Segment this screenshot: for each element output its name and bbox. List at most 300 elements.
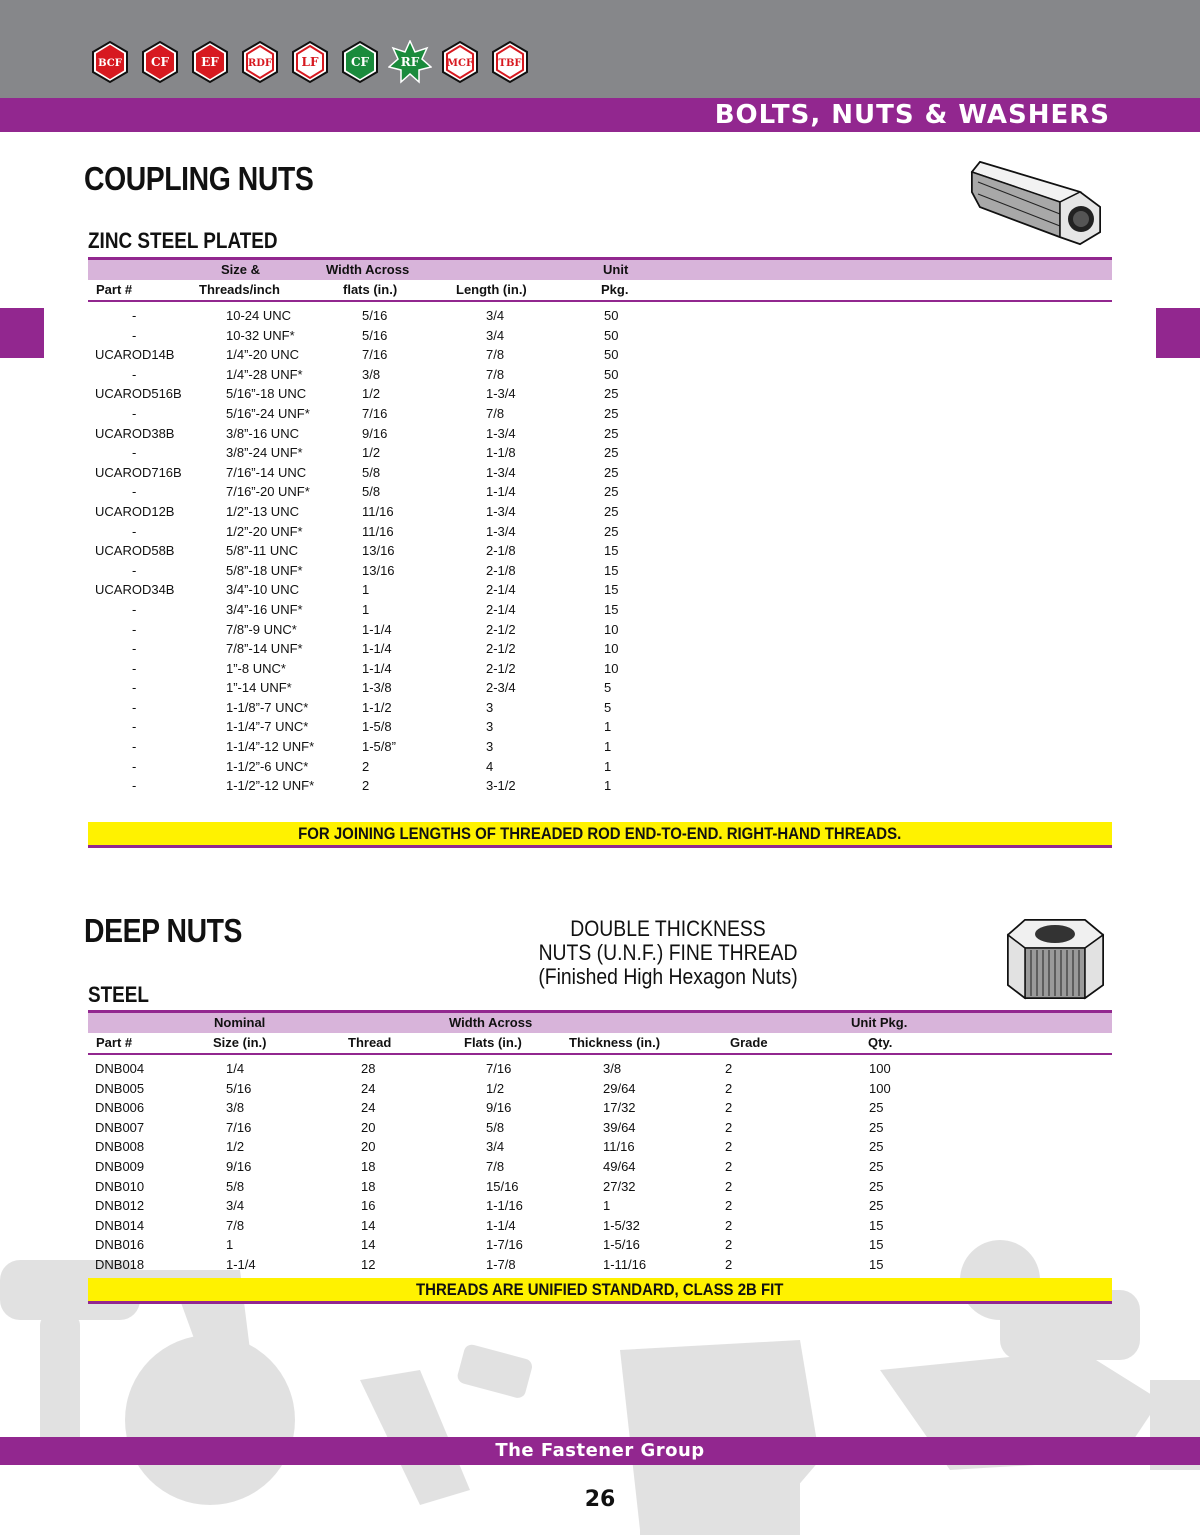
table-cell: 7/16 bbox=[362, 347, 388, 363]
table-cell: - bbox=[132, 523, 137, 539]
table-row bbox=[88, 698, 1112, 718]
table-cell: 10 bbox=[604, 641, 619, 657]
col-size-header-2: Threads/inch bbox=[199, 282, 280, 297]
table-cell: 1-3/4 bbox=[486, 464, 516, 480]
table-cell: 7/8 bbox=[486, 405, 505, 421]
table-cell: 2 bbox=[725, 1100, 733, 1116]
table-cell: DNB005 bbox=[95, 1080, 145, 1096]
table-cell: - bbox=[132, 308, 137, 323]
table-cell: 1 bbox=[604, 778, 612, 794]
table-cell: 1-5/32 bbox=[603, 1217, 640, 1233]
table-cell: 25 bbox=[604, 484, 619, 500]
table-cell: 20 bbox=[361, 1119, 376, 1135]
table-cell: - bbox=[132, 778, 137, 794]
table-cell: 9/16 bbox=[362, 425, 388, 441]
table-row bbox=[88, 1255, 1112, 1275]
table-cell: 2-1/2 bbox=[486, 660, 516, 676]
table-cell: 100 bbox=[869, 1061, 891, 1076]
table-cell: 7/8 bbox=[486, 347, 505, 363]
col-unit-header-1: Unit bbox=[603, 262, 629, 277]
table-cell: - bbox=[132, 699, 137, 715]
svg-text:CF: CF bbox=[150, 55, 170, 69]
table-cell: 1-5/8 bbox=[362, 719, 392, 735]
svg-text:TBF: TBF bbox=[498, 58, 522, 69]
table-cell: 1/2 bbox=[362, 445, 381, 461]
table-cell: UCAROD38B bbox=[95, 425, 175, 441]
table-cell: DNB007 bbox=[95, 1119, 145, 1135]
table-cell: 3/8”-16 UNC bbox=[226, 425, 299, 441]
coupling-nut-icon bbox=[970, 152, 1112, 247]
table-cell: 3/4”-10 UNC bbox=[226, 582, 299, 598]
table-cell: - bbox=[132, 484, 137, 500]
table-cell: 10 bbox=[604, 660, 619, 676]
col-width-header-1: Width Across bbox=[326, 262, 410, 277]
table-cell: 5/16 bbox=[362, 308, 388, 323]
table-row bbox=[88, 1137, 1112, 1157]
table-cell: 1 bbox=[362, 601, 370, 617]
table-cell: - bbox=[132, 562, 137, 578]
table-cell: 39/64 bbox=[603, 1119, 636, 1135]
table-cell: 1/2 bbox=[362, 386, 381, 402]
table-cell: 25 bbox=[604, 503, 619, 519]
table-cell: 2 bbox=[725, 1217, 733, 1233]
coupling-nuts-title: COUPLING NUTS bbox=[84, 160, 314, 197]
coupling-table-header bbox=[88, 257, 1112, 302]
table-cell: 9/16 bbox=[486, 1100, 512, 1116]
table-cell: 7/16 bbox=[486, 1061, 512, 1076]
table-row bbox=[88, 737, 1112, 757]
table-cell: 50 bbox=[604, 347, 619, 363]
table-cell: 25 bbox=[604, 405, 619, 421]
right-page-tab bbox=[1156, 308, 1200, 358]
hex-nut-icon bbox=[1005, 910, 1105, 1000]
table-cell: 1-7/8 bbox=[486, 1256, 516, 1272]
table-cell: 10-32 UNF* bbox=[226, 327, 295, 343]
table-cell: 2 bbox=[725, 1119, 733, 1135]
table-cell: - bbox=[132, 641, 137, 657]
table-cell: 1-1/4”-12 UNF* bbox=[226, 739, 315, 755]
table-cell: 1-1/4 bbox=[362, 641, 392, 657]
table-cell: 1/2 bbox=[486, 1080, 505, 1096]
description-line: NUTS (U.N.F.) FINE THREAD bbox=[538, 940, 798, 965]
table-cell: 3-1/2 bbox=[486, 778, 516, 794]
table-cell: 2 bbox=[362, 758, 370, 774]
table-cell: 11/16 bbox=[603, 1139, 635, 1155]
table-cell: 2 bbox=[725, 1061, 733, 1076]
table-row bbox=[88, 776, 1112, 796]
table-cell: 3/8”-24 UNF* bbox=[226, 445, 303, 461]
table-row bbox=[88, 600, 1112, 620]
table-cell: 1 bbox=[604, 758, 612, 774]
table-cell: 14 bbox=[361, 1217, 376, 1233]
table-cell: 25 bbox=[604, 386, 619, 402]
table-cell: 5/8 bbox=[362, 484, 381, 500]
table-row bbox=[88, 1177, 1112, 1197]
table-cell: DNB012 bbox=[95, 1198, 145, 1214]
table-cell: 13/16 bbox=[362, 562, 395, 578]
tbf-logo-icon bbox=[488, 40, 532, 84]
table-cell: 5/8”-11 UNC bbox=[226, 543, 299, 559]
mcf-logo-icon bbox=[438, 40, 482, 84]
table-cell: 50 bbox=[604, 366, 619, 382]
table-cell: 5/16”-24 UNF* bbox=[226, 405, 310, 421]
table-cell: - bbox=[132, 719, 137, 735]
col-grade-header: Grade bbox=[730, 1035, 768, 1050]
table-row bbox=[88, 1235, 1112, 1255]
table-cell: DNB014 bbox=[95, 1217, 145, 1233]
table-cell: - bbox=[132, 327, 137, 343]
section-title: BOLTS, NUTS & WASHERS bbox=[714, 100, 1110, 130]
table-row bbox=[88, 345, 1112, 365]
table-cell: 1 bbox=[362, 582, 370, 598]
table-cell: UCAROD58B bbox=[95, 543, 175, 559]
table-cell: 1-1/4 bbox=[362, 621, 392, 637]
table-cell: 3/4 bbox=[486, 308, 505, 323]
table-cell: 1-1/4 bbox=[226, 1256, 256, 1272]
table-cell: 1/2”-20 UNF* bbox=[226, 523, 303, 539]
table-cell: 25 bbox=[604, 464, 619, 480]
table-cell: 16 bbox=[361, 1198, 376, 1214]
table-cell: 1 bbox=[226, 1237, 234, 1253]
coupling-footnote bbox=[88, 822, 1112, 848]
svg-text:BCF: BCF bbox=[98, 58, 122, 69]
table-cell: DNB008 bbox=[95, 1139, 145, 1155]
table-cell: 25 bbox=[869, 1198, 884, 1214]
table-cell: 7/8 bbox=[226, 1217, 245, 1233]
table-cell: 1-1/8”-7 UNC* bbox=[226, 699, 309, 715]
description-line: (Finished High Hexagon Nuts) bbox=[538, 964, 798, 989]
table-cell: UCAROD716B bbox=[95, 464, 182, 480]
col-size-header-1: Size & bbox=[221, 262, 261, 277]
table-cell: 25 bbox=[869, 1139, 884, 1155]
table-cell: 1-1/4”-7 UNC* bbox=[226, 719, 309, 735]
table-row bbox=[88, 1196, 1112, 1216]
table-cell: 1-5/8” bbox=[362, 739, 396, 755]
table-cell: - bbox=[132, 405, 137, 421]
table-cell: 7/8 bbox=[486, 1158, 505, 1174]
table-cell: 7/8 bbox=[486, 366, 505, 382]
bcf-logo-icon bbox=[88, 40, 132, 84]
col-size-header-1: Nominal bbox=[214, 1015, 266, 1030]
table-cell: 1/4”-28 UNF* bbox=[226, 366, 303, 382]
table-cell: 15 bbox=[869, 1217, 884, 1233]
deep-nuts-description bbox=[492, 917, 844, 989]
table-cell: DNB006 bbox=[95, 1100, 145, 1116]
table-cell: 2 bbox=[725, 1139, 733, 1155]
table-cell: 7/8”-14 UNF* bbox=[226, 641, 303, 657]
table-cell: - bbox=[132, 621, 137, 637]
deep-nuts-subtitle: STEEL bbox=[88, 982, 149, 1007]
col-unit-header-2: Qty. bbox=[868, 1035, 893, 1050]
table-cell: 18 bbox=[361, 1158, 376, 1174]
deep-table-header bbox=[88, 1010, 1112, 1055]
table-row bbox=[88, 1157, 1112, 1177]
table-cell: 1 bbox=[604, 719, 612, 735]
table-cell: UCAROD14B bbox=[95, 347, 175, 363]
table-cell: 15 bbox=[604, 543, 619, 559]
table-cell: 49/64 bbox=[603, 1158, 636, 1174]
svg-text:EF: EF bbox=[201, 55, 219, 69]
table-cell: 7/8”-9 UNC* bbox=[226, 621, 297, 637]
table-cell: 1-1/4 bbox=[486, 1217, 516, 1233]
deep-table-body bbox=[88, 1059, 1112, 1275]
col-size-header-2: Size (in.) bbox=[213, 1035, 267, 1050]
table-row bbox=[88, 1098, 1112, 1118]
table-cell: 2 bbox=[362, 778, 370, 794]
table-cell: 25 bbox=[604, 523, 619, 539]
table-row bbox=[88, 620, 1112, 640]
table-cell: 7/16 bbox=[362, 405, 388, 421]
col-thickness-header: Thickness (in.) bbox=[569, 1035, 661, 1050]
svg-text:MCF: MCF bbox=[446, 58, 474, 69]
table-cell: 7/16”-14 UNC bbox=[226, 464, 307, 480]
table-cell: 1-1/2 bbox=[362, 699, 392, 715]
table-cell: 2 bbox=[725, 1256, 733, 1272]
table-cell: DNB010 bbox=[95, 1178, 145, 1194]
ef-logo-icon bbox=[188, 40, 232, 84]
table-cell: - bbox=[132, 660, 137, 676]
table-row bbox=[88, 502, 1112, 522]
deep-footnote bbox=[88, 1278, 1112, 1304]
table-cell: 29/64 bbox=[603, 1080, 636, 1096]
table-cell: UCAROD12B bbox=[95, 503, 175, 519]
table-row bbox=[88, 1118, 1112, 1138]
table-cell: 1-7/16 bbox=[486, 1237, 523, 1253]
table-cell: 10 bbox=[604, 621, 619, 637]
footer-band bbox=[0, 1437, 1200, 1465]
table-row bbox=[88, 639, 1112, 659]
table-cell: 27/32 bbox=[603, 1178, 636, 1194]
table-cell: 2 bbox=[725, 1198, 733, 1214]
table-row bbox=[88, 1079, 1112, 1099]
table-cell: - bbox=[132, 680, 137, 696]
table-row bbox=[88, 424, 1112, 444]
table-row bbox=[88, 757, 1112, 777]
table-cell: 10-24 UNC bbox=[226, 308, 292, 323]
table-cell: 20 bbox=[361, 1139, 376, 1155]
table-cell: - bbox=[132, 366, 137, 382]
table-cell: - bbox=[132, 739, 137, 755]
svg-text:RF: RF bbox=[400, 55, 420, 69]
table-cell: 1-3/8 bbox=[362, 680, 392, 696]
table-cell: UCAROD516B bbox=[95, 386, 182, 402]
brand-logos bbox=[88, 40, 532, 84]
table-cell: 7/16”-20 UNF* bbox=[226, 484, 310, 500]
table-cell: 25 bbox=[869, 1178, 884, 1194]
table-cell: 2 bbox=[725, 1158, 733, 1174]
deep-nuts-title: DEEP NUTS bbox=[84, 912, 243, 949]
table-cell: 1-1/16 bbox=[486, 1198, 523, 1214]
rdf-logo-icon bbox=[238, 40, 282, 84]
rf-logo-icon bbox=[388, 40, 432, 84]
table-cell: 4 bbox=[486, 758, 494, 774]
table-cell: 1/2 bbox=[226, 1139, 245, 1155]
col-part-header: Part # bbox=[96, 1035, 133, 1050]
table-cell: DNB004 bbox=[95, 1061, 145, 1076]
table-cell: 14 bbox=[361, 1237, 376, 1253]
table-row bbox=[88, 404, 1112, 424]
table-row bbox=[88, 717, 1112, 737]
table-cell: 5/8 bbox=[226, 1178, 245, 1194]
table-cell: 25 bbox=[869, 1119, 884, 1135]
coupling-table-body bbox=[88, 306, 1112, 796]
col-unit-header-2: Pkg. bbox=[601, 282, 629, 297]
table-cell: 15/16 bbox=[486, 1178, 519, 1194]
table-row bbox=[88, 482, 1112, 502]
table-row bbox=[88, 1059, 1112, 1079]
table-row bbox=[88, 659, 1112, 679]
table-row bbox=[88, 326, 1112, 346]
table-cell: 2 bbox=[725, 1237, 733, 1253]
col-width-header-2: flats (in.) bbox=[343, 282, 398, 297]
table-cell: 3/4”-16 UNF* bbox=[226, 601, 303, 617]
table-cell: 3 bbox=[486, 699, 494, 715]
table-cell: 100 bbox=[869, 1080, 891, 1096]
table-row bbox=[88, 541, 1112, 561]
col-unit-header-1: Unit Pkg. bbox=[851, 1015, 908, 1030]
table-cell: DNB009 bbox=[95, 1158, 145, 1174]
table-cell: 5/16 bbox=[362, 327, 388, 343]
table-cell: UCAROD34B bbox=[95, 582, 175, 598]
table-cell: 24 bbox=[361, 1100, 376, 1116]
table-cell: DNB018 bbox=[95, 1256, 145, 1272]
table-cell: 2-1/8 bbox=[486, 543, 516, 559]
table-cell: 1 bbox=[604, 739, 612, 755]
table-cell: 12 bbox=[361, 1256, 376, 1272]
table-row bbox=[88, 384, 1112, 404]
table-cell: 1”-14 UNF* bbox=[226, 680, 292, 696]
col-part-header: Part # bbox=[96, 282, 133, 297]
deep-nuts-table bbox=[88, 1010, 1112, 1275]
table-cell: 3/8 bbox=[603, 1061, 622, 1076]
table-cell: 5/8 bbox=[486, 1119, 505, 1135]
table-cell: 1-1/2”-12 UNF* bbox=[226, 778, 315, 794]
table-cell: 15 bbox=[869, 1256, 884, 1272]
table-cell: 1-3/4 bbox=[486, 386, 516, 402]
table-row bbox=[88, 561, 1112, 581]
table-cell: 25 bbox=[869, 1100, 884, 1116]
table-cell: 5/8 bbox=[362, 464, 381, 480]
table-cell: 25 bbox=[869, 1158, 884, 1174]
svg-text:LF: LF bbox=[301, 55, 319, 69]
col-thread-header: Thread bbox=[348, 1035, 392, 1050]
table-cell: 1/4”-20 UNC bbox=[226, 347, 299, 363]
table-cell: 15 bbox=[869, 1237, 884, 1253]
table-cell: 2-1/4 bbox=[486, 601, 516, 617]
table-cell: 1-1/8 bbox=[486, 445, 516, 461]
table-cell: 2-1/2 bbox=[486, 641, 516, 657]
table-cell: 24 bbox=[361, 1080, 376, 1096]
table-cell: 1-3/4 bbox=[486, 503, 516, 519]
table-cell: 2-1/2 bbox=[486, 621, 516, 637]
table-cell: - bbox=[132, 445, 137, 461]
table-cell: 1-1/4 bbox=[486, 484, 516, 500]
svg-text:CF: CF bbox=[350, 55, 370, 69]
table-row bbox=[88, 365, 1112, 385]
table-cell: 5/16”-18 UNC bbox=[226, 386, 307, 402]
table-cell: 2 bbox=[725, 1080, 733, 1096]
table-cell: 15 bbox=[604, 582, 619, 598]
table-cell: 11/16 bbox=[362, 523, 394, 539]
company-name: The Fastener Group bbox=[495, 1440, 705, 1461]
coupling-nuts-table bbox=[88, 257, 1112, 796]
table-cell: 3/8 bbox=[226, 1100, 245, 1116]
coupling-footnote-text: FOR JOINING LENGTHS OF THREADED ROD END-TO-END. RIGHT-HAND THREADS. bbox=[298, 824, 902, 843]
table-cell: 2-1/4 bbox=[486, 582, 516, 598]
table-cell: 1/2”-13 UNC bbox=[226, 503, 299, 519]
col-width-header-2: Flats (in.) bbox=[464, 1035, 522, 1050]
table-cell: 3 bbox=[486, 719, 494, 735]
table-cell: 1 bbox=[603, 1198, 611, 1214]
table-cell: 1”-8 UNC* bbox=[226, 660, 286, 676]
table-cell: - bbox=[132, 601, 137, 617]
table-row bbox=[88, 306, 1112, 326]
table-cell: 25 bbox=[604, 445, 619, 461]
table-cell: 3 bbox=[486, 739, 494, 755]
table-cell: - bbox=[132, 758, 137, 774]
table-row bbox=[88, 580, 1112, 600]
table-cell: 1-1/2”-6 UNC* bbox=[226, 758, 309, 774]
table-cell: 28 bbox=[361, 1061, 376, 1076]
table-cell: 11/16 bbox=[362, 503, 394, 519]
table-cell: 3/4 bbox=[486, 1139, 505, 1155]
table-cell: 50 bbox=[604, 308, 619, 323]
table-cell: 5/16 bbox=[226, 1080, 252, 1096]
page-number: 26 bbox=[584, 1487, 616, 1512]
table-cell: 5/8”-18 UNF* bbox=[226, 562, 303, 578]
table-cell: 3/4 bbox=[486, 327, 505, 343]
table-cell: 2-3/4 bbox=[486, 680, 516, 696]
table-row bbox=[88, 463, 1112, 483]
table-cell: 1/4 bbox=[226, 1061, 245, 1076]
table-cell: 1-11/16 bbox=[603, 1256, 647, 1272]
svg-text:RDF: RDF bbox=[247, 58, 273, 69]
table-row bbox=[88, 1216, 1112, 1236]
lf-logo-icon bbox=[288, 40, 332, 84]
table-cell: 2 bbox=[725, 1178, 733, 1194]
table-cell: 25 bbox=[604, 425, 619, 441]
table-cell: 7/16 bbox=[226, 1119, 252, 1135]
table-cell: 17/32 bbox=[603, 1100, 636, 1116]
table-cell: 1-1/4 bbox=[362, 660, 392, 676]
table-cell: DNB016 bbox=[95, 1237, 145, 1253]
table-cell: 1-5/16 bbox=[603, 1237, 640, 1253]
table-cell: 50 bbox=[604, 327, 619, 343]
table-cell: 1-3/4 bbox=[486, 523, 516, 539]
coupling-nuts-subtitle: ZINC STEEL PLATED bbox=[88, 228, 278, 253]
table-cell: 9/16 bbox=[226, 1158, 252, 1174]
cf-green-logo-icon bbox=[338, 40, 382, 84]
table-cell: 1-3/4 bbox=[486, 425, 516, 441]
col-length-header: Length (in.) bbox=[456, 282, 527, 297]
table-cell: 5 bbox=[604, 680, 612, 696]
table-cell: 15 bbox=[604, 601, 619, 617]
table-cell: 18 bbox=[361, 1178, 376, 1194]
table-cell: 3/4 bbox=[226, 1198, 245, 1214]
table-cell: 3/8 bbox=[362, 366, 381, 382]
table-cell: 5 bbox=[604, 699, 612, 715]
cf-logo-icon bbox=[138, 40, 182, 84]
table-row bbox=[88, 522, 1112, 542]
table-row bbox=[88, 443, 1112, 463]
table-cell: 13/16 bbox=[362, 543, 395, 559]
col-width-header-1: Width Across bbox=[449, 1015, 533, 1030]
table-cell: 15 bbox=[604, 562, 619, 578]
left-page-tab bbox=[0, 308, 44, 358]
table-cell: 2-1/8 bbox=[486, 562, 516, 578]
deep-footnote-text: THREADS ARE UNIFIED STANDARD, CLASS 2B FIT bbox=[416, 1280, 784, 1299]
description-line: DOUBLE THICKNESS bbox=[570, 916, 766, 941]
